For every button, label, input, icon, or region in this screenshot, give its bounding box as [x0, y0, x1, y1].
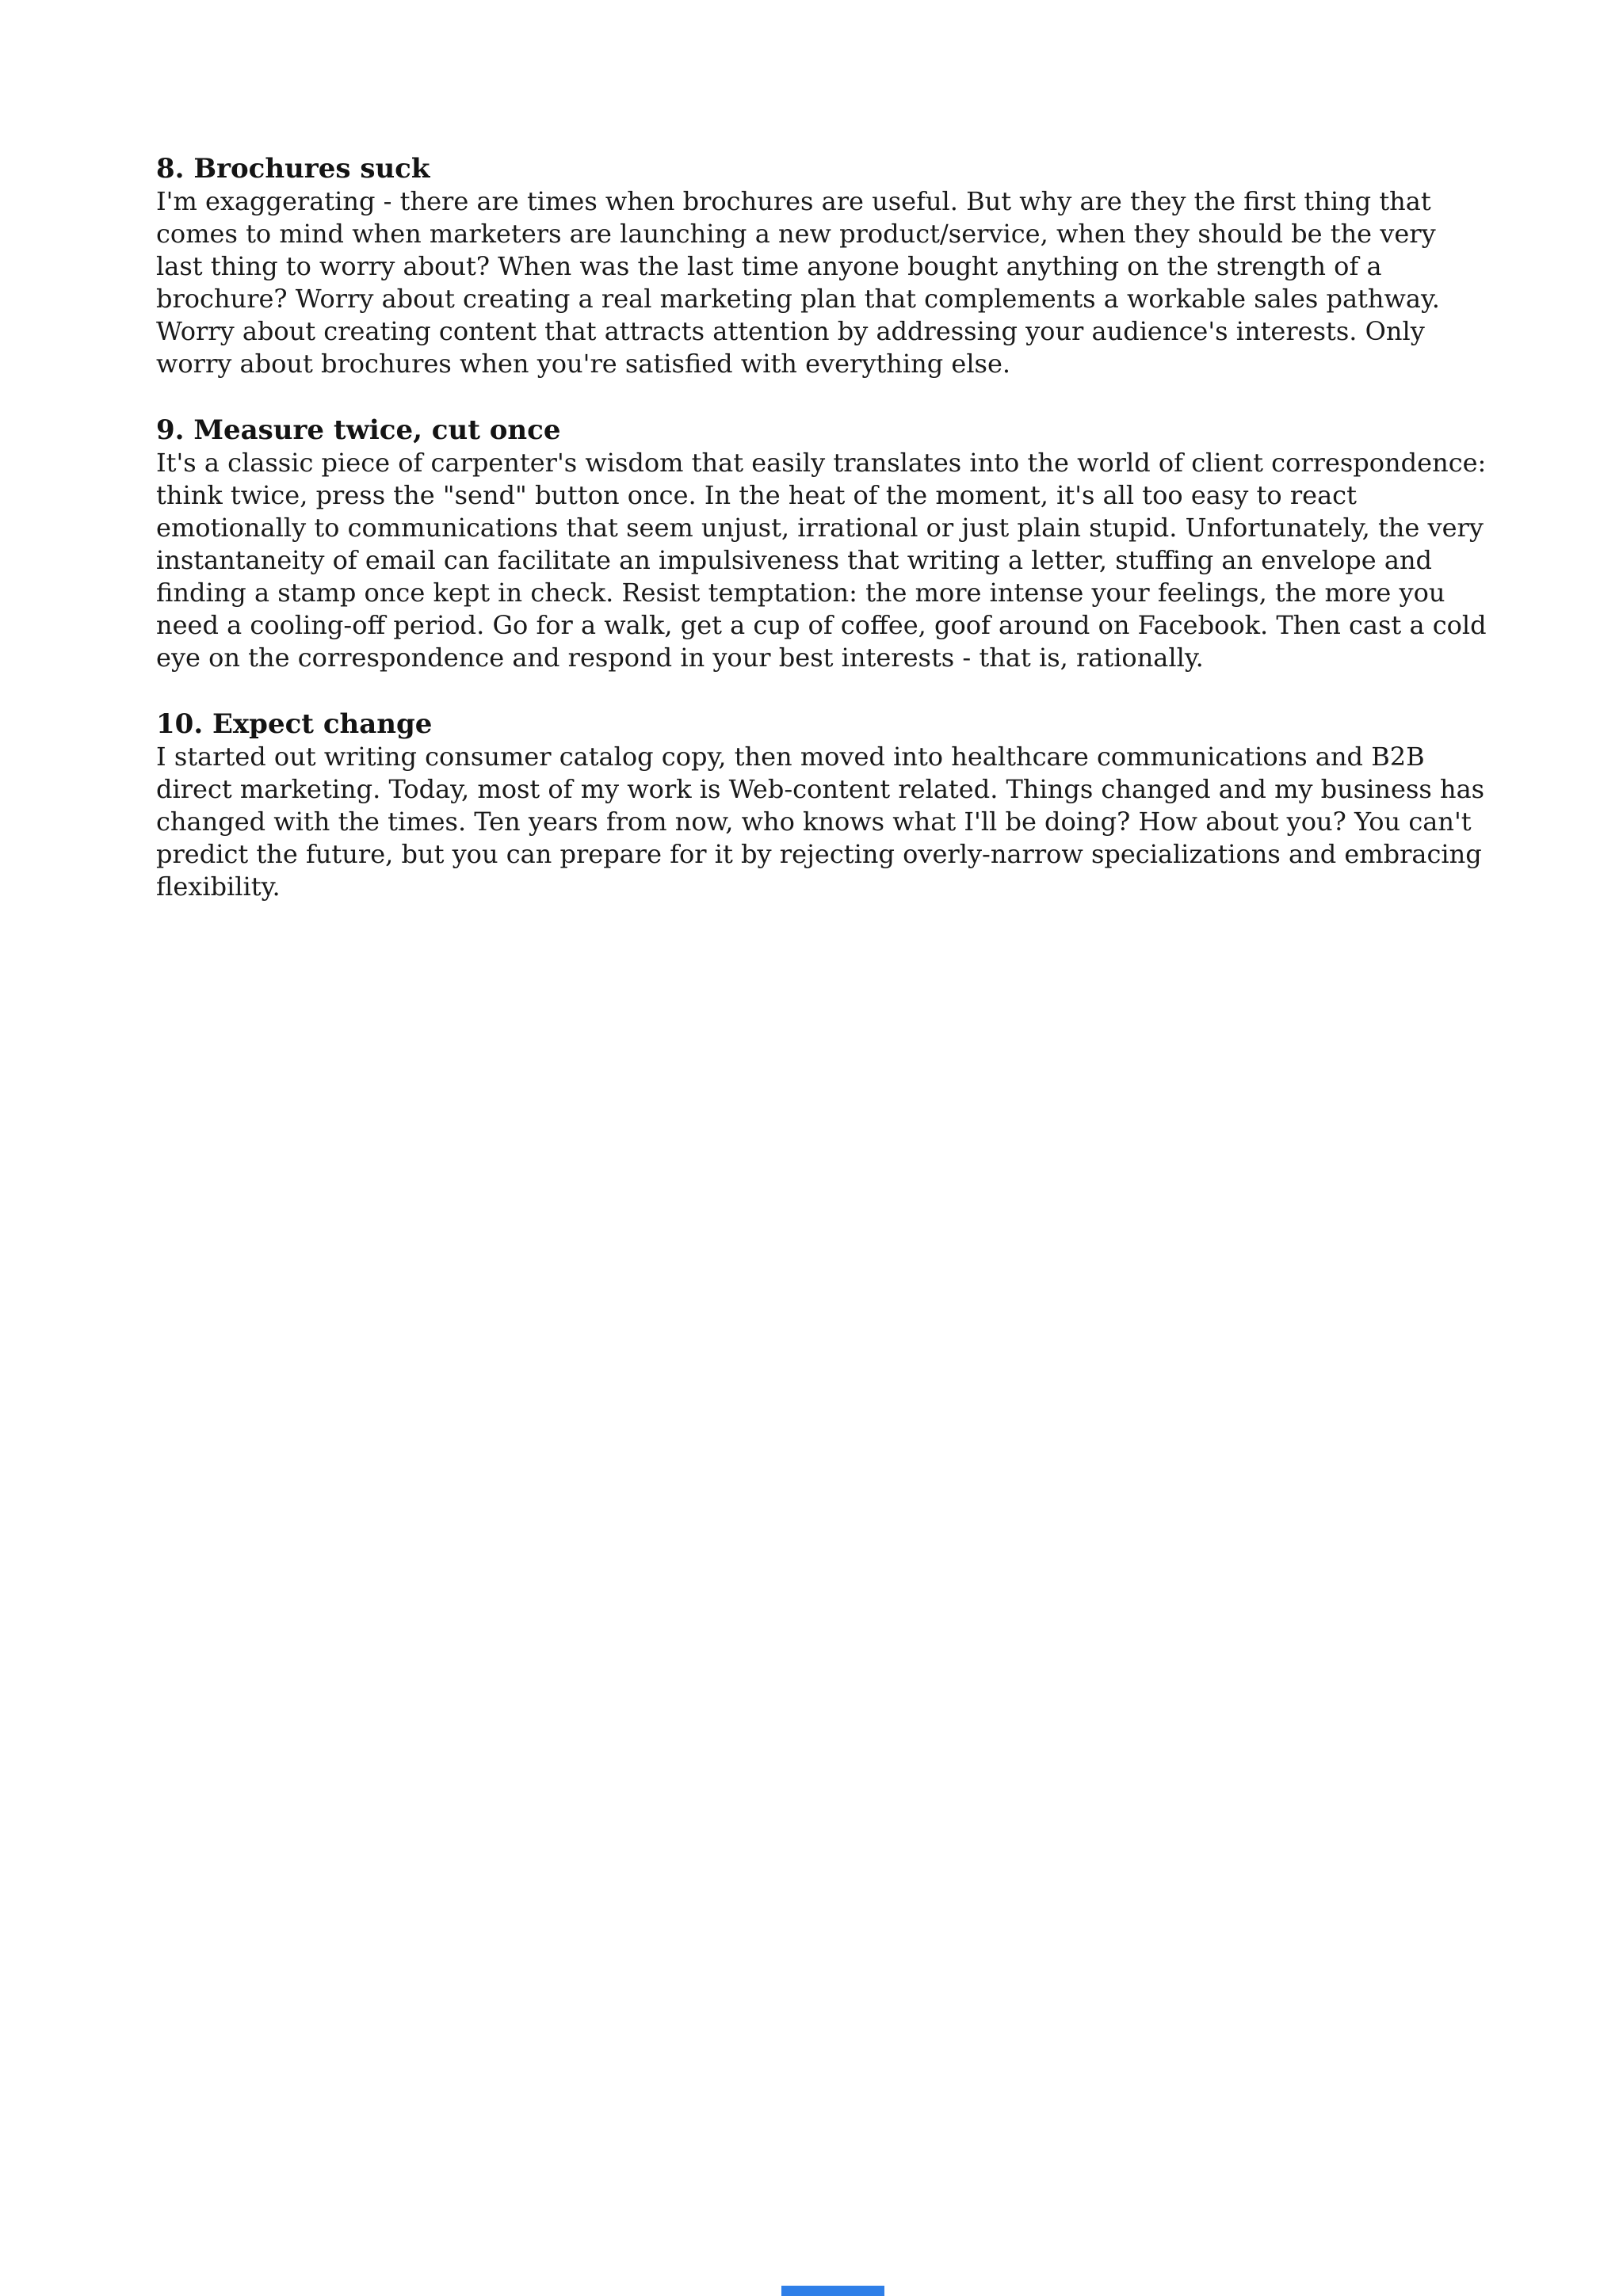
bottom-blue-bar: [781, 2286, 884, 2296]
section-expect-change: [156, 708, 1487, 903]
section-body: I started out writing consumer catalog copy, then moved into healthcare communications and B2B direct marketing. Today, most of my work is Web-content related. Things changed and my business has changed with the times. Ten years from now, who knows what I'll be doing? How about you? You can't predict the future, but you can prepare for it by rejecting overly-narrow specializations and embracing flexibility.: [156, 742, 1485, 902]
document-page: [156, 153, 1487, 937]
section-heading: 9. Measure twice, cut once: [156, 414, 561, 446]
section-heading: 8. Brochures suck: [156, 153, 430, 185]
section-brochures: [156, 153, 1487, 380]
section-body: It's a classic piece of carpenter's wisdom that easily translates into the world of client correspondence: think twice, press the "send" button once. In the heat of the moment, it's all too easy to react emotionally to communications that seem unjust, irrational or just plain stupid. Unfortunately, the very instantaneity of email can facilitate an impulsiveness that writing a letter, stuffing an envelope and finding a stamp once kept in check. Resist temptation: the more intense your feelings, the more you need a cooling-off period. Go for a walk, get a cup of coffee, goof around on Facebook. Then cast a cold eye on the correspondence and respond in your best interests - that is, rationally.: [156, 448, 1487, 673]
section-heading: 10. Expect change: [156, 708, 433, 740]
section-measure-twice: [156, 414, 1487, 674]
section-body: I'm exaggerating - there are times when brochures are useful. But why are they the first thing that comes to mind when marketers are launching a new product/service, when they should be the very last thing to worry about? When was the last time anyone bought anything on the strength of a brochure? Worry about creating a real marketing plan that complements a workable sales pathway. Worry about creating content that attracts attention by addressing your audience's interests. Only worry about brochures when you're satisfied with everything else.: [156, 186, 1440, 379]
